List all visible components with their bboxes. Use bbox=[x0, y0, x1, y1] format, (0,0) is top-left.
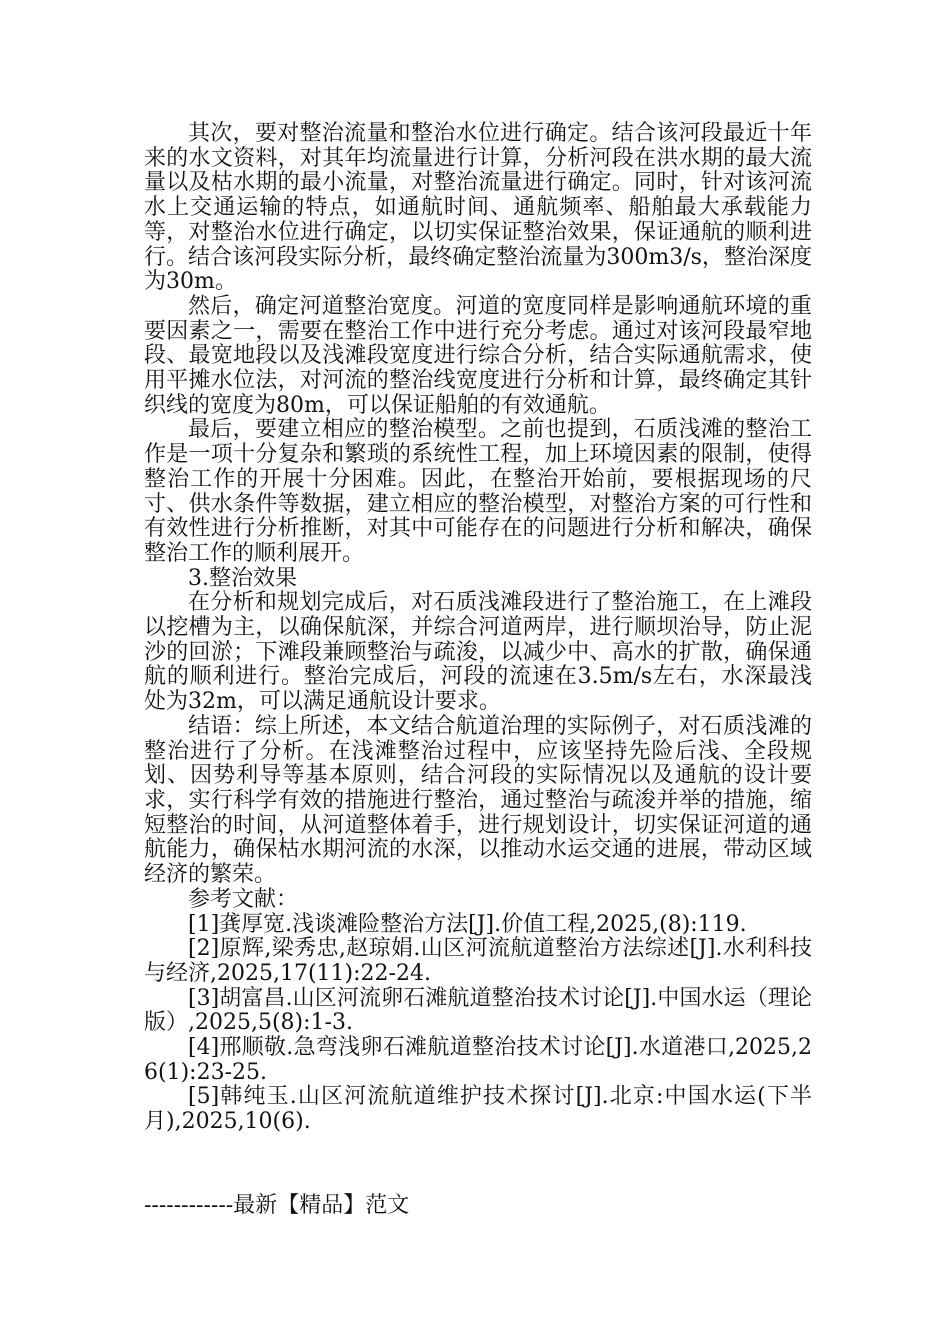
reference-item-3: [3]胡富昌.山区河流卵石滩航道整治技术讨论[J].中国水运（理论版）,2025,5(8):1-3. bbox=[144, 985, 812, 1036]
references-heading: 参考文献： bbox=[188, 886, 299, 912]
references-list bbox=[144, 913, 812, 1135]
reference-item-5: [5]韩纯玉.山区河流航道维护技术探讨[J].北京:中国水运(下半月),2025,10(6). bbox=[144, 1084, 812, 1135]
reference-item-1: [1]龚厚宽.浅谈滩险整治方法[J].价值工程,2025,(8):119. bbox=[188, 911, 747, 937]
paragraph-model: 最后，要建立相应的整治模型。之前也提到，石质浅滩的整治工作是一项十分复杂和繁琐的系统性工程，加上环境因素的限制，使得整治工作的开展十分困难。因此，在整治开始前，要根据现场的尺寸、供水条件等数据，建立相应的整治模型，对整治方案的可行性和有效性进行分析推断，对其中可能存在的问题进行分析和解决，确保整治工作的顺利展开。 bbox=[144, 417, 812, 566]
paragraph-width: 然后，确定河道整治宽度。河道的宽度同样是影响通航环境的重要因素之一，需要在整治工作中进行充分考虑。通过对该河段最窄地段、最宽地段以及浅滩段宽度进行综合分析，结合实际通航需求，使用平摊水位法，对河流的整治线宽度进行分析和计算，最终确定其针织线的宽度为80m，可以保证船舶的有效通航。 bbox=[144, 293, 812, 418]
paragraph-effect: 在分析和规划完成后，对石质浅滩段进行了整治施工，在上滩段以挖槽为主，以确保航深，并综合河道两岸，进行顺坝治导，防止泥沙的回淤；下滩段兼顾整治与疏浚，以减少中、高水的扩散，确保通航的顺利进行。整治完成后，河段的流速在3.5m/s左右，水深最浅处为32m，可以满足通航设计要求。 bbox=[144, 590, 812, 715]
document-body bbox=[144, 122, 812, 1135]
paragraph-conclusion: 结语：综上所述，本文结合航道治理的实际例子，对石质浅滩的整治进行了分析。在浅滩整治过程中，应该坚持先险后浅、全段规划、因势利导等基本原则，结合河段的实际情况以及通航的设计要求，实行科学有效的措施进行整治，通过整治与疏浚并举的措施，缩短整治的时间，从河道整体着手，进行规划设计，切实保证河道的通航能力，确保枯水期河流的水深，以推动水运交通的进展，带动区域经济的繁荣。 bbox=[144, 713, 812, 888]
section-heading-effect: 3.整治效果 bbox=[188, 565, 297, 591]
footer-text: ------------最新【精品】范文 bbox=[144, 1193, 410, 1218]
reference-item-4: [4]邢顺敬.急弯浅卵石滩航道整治技术讨论[J].水道港口,2025,26(1):23-25. bbox=[144, 1035, 812, 1085]
reference-item-2: [2]原辉,梁秀忠,赵琼娟.山区河流航道整治方法综述[J].水利科技与经济,2025,17(11):22-24. bbox=[144, 936, 812, 986]
paragraph-flow-and-water-level: 其次，要对整治流量和整治水位进行确定。结合该河段最近十年来的水文资料，对其年均流量进行计算，分析河段在洪水期的最大流量以及枯水期的最小流量，对整治流量进行确定。同时，针对该河流水上交通运输的特点，如通航时间、通航频率、船舶最大承载能力等，对整治水位进行确定，以切实保证整治效果，保证通航的顺利进行。结合该河段实际分析，最终确定整治流量为300m3/s，整治深度为30m。 bbox=[144, 121, 812, 295]
